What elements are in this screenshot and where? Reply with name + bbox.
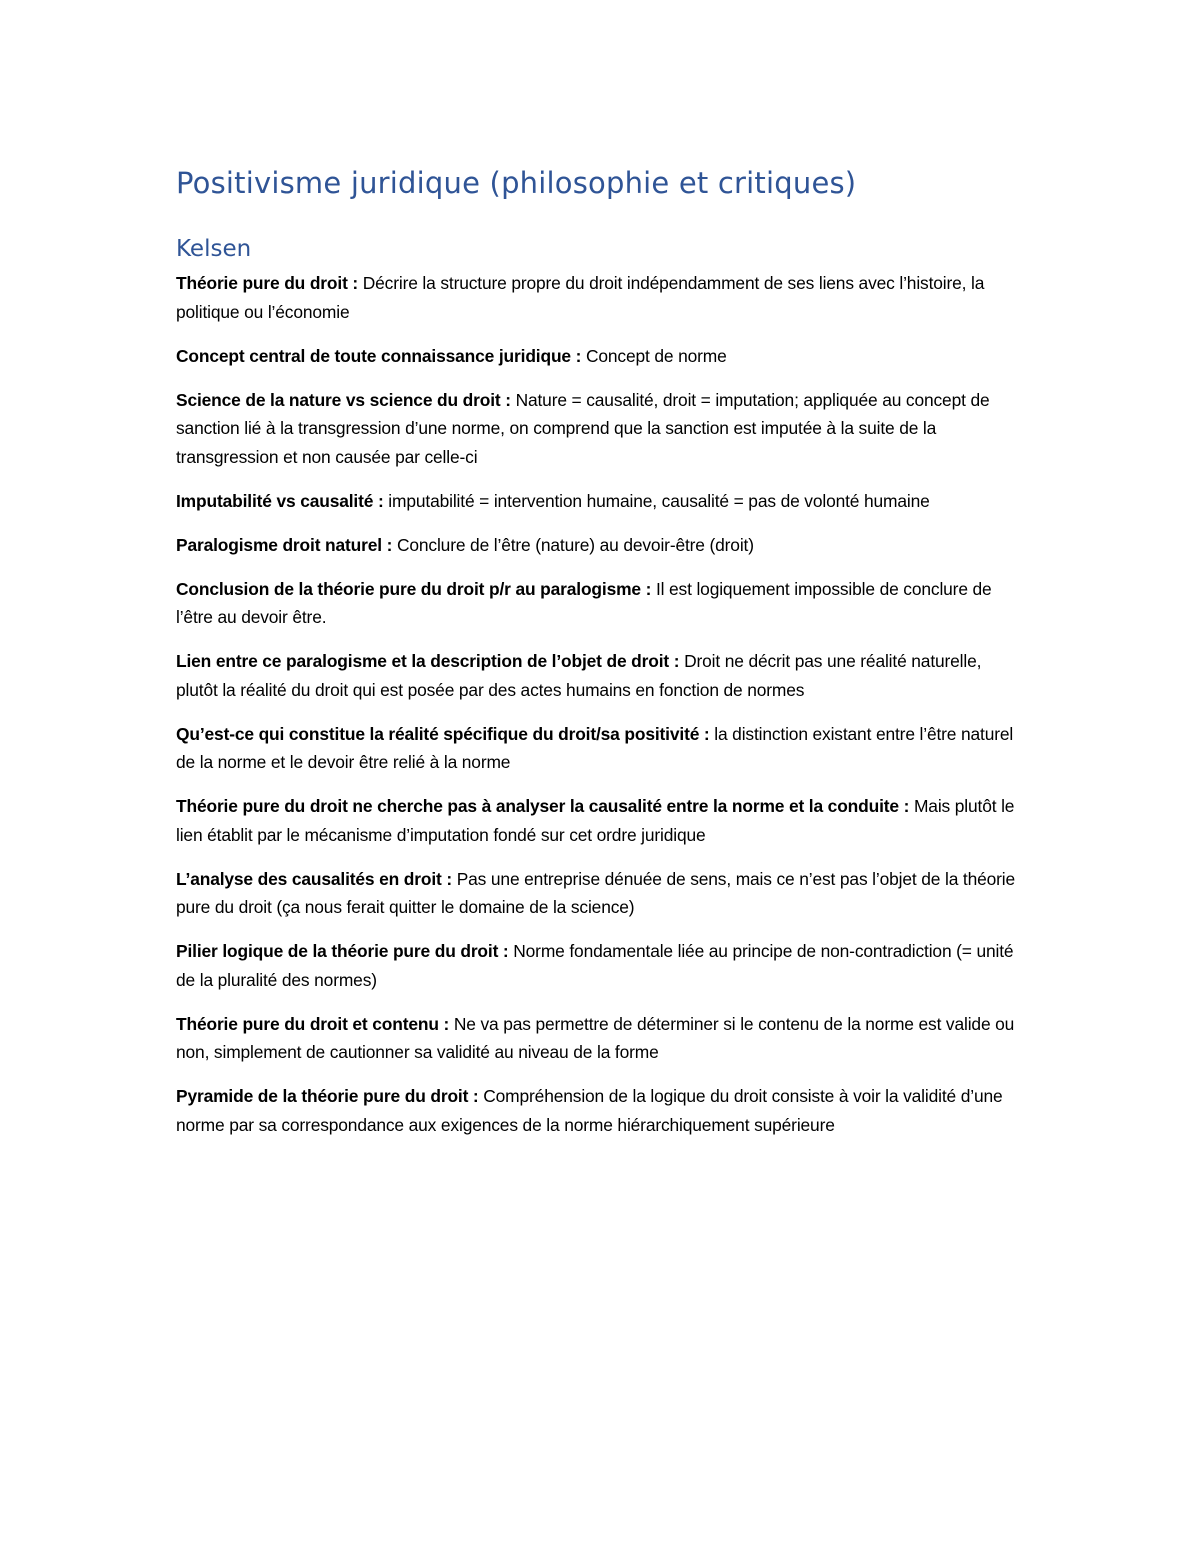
- entry-term: Théorie pure du droit ne cherche pas à analyser la causalité entre la norme et la conduite :: [176, 796, 910, 816]
- entry-term: Pyramide de la théorie pure du droit :: [176, 1086, 479, 1106]
- entry-term: L’analyse des causalités en droit :: [176, 868, 453, 889]
- definition-entry: [176, 487, 1026, 516]
- entry-text: Nature = causalité, droit = imputation; appliquée au concept de sanction lié à la transgression d’une norme, on comprend que la sanction est imputée à la suite de la transgression et non causée par celle-ci: [176, 389, 990, 467]
- entry-term: Théorie pure du droit :: [176, 273, 359, 293]
- entry-text: Il est logiquement impossible de conclure de l’être au devoir être.: [176, 578, 992, 627]
- definition-entry: [176, 386, 1026, 472]
- entry-text: Conclure de l’être (nature) au devoir-être (droit): [396, 534, 754, 555]
- definition-entry: [176, 937, 1026, 994]
- document-title: Positivisme juridique (philosophie et critiques): [176, 166, 857, 200]
- entry-text: Compréhension de la logique du droit consiste à voir la validité d’une norme par sa correspondance aux exigences de la norme hiérarchiquement supérieure: [176, 1086, 1003, 1135]
- definition-entry: [176, 269, 1026, 326]
- entry-term: Concept central de toute connaissance juridique :: [176, 345, 582, 366]
- entry-text: Concept de norme: [585, 345, 727, 366]
- entry-term: Imputabilité vs causalité :: [176, 490, 384, 511]
- entry-term: Théorie pure du droit et contenu :: [176, 1013, 450, 1034]
- definition-entry: [176, 1082, 1026, 1139]
- entry-term: Qu’est-ce qui constitue la réalité spécifique du droit/sa positivité :: [176, 723, 710, 744]
- definition-entry: [176, 531, 1026, 560]
- entry-term: Lien entre ce paralogisme et la description de l’objet de droit :: [176, 651, 680, 671]
- document-body: [176, 163, 1026, 1155]
- entry-text: Ne va pas permettre de déterminer si le contenu de la norme est valide ou non, simplement de cautionner sa validité au niveau de la forme: [176, 1013, 1015, 1062]
- entry-term: Science de la nature vs science du droit :: [176, 389, 511, 410]
- entry-text: Décrire la structure propre du droit indépendamment de ses liens avec l’histoire, la politique ou l’économie: [176, 273, 985, 322]
- definition-entry: [176, 792, 1026, 849]
- entry-term: Conclusion de la théorie pure du droit p/r au paralogisme :: [176, 578, 652, 599]
- entry-term: Pilier logique de la théorie pure du droit :: [176, 941, 509, 961]
- definition-entry: [176, 720, 1026, 777]
- entry-text: Norme fondamentale liée au principe de non-contradiction (= unité de la pluralité des normes): [176, 941, 1014, 990]
- entry-text: imputabilité = intervention humaine, causalité = pas de volonté humaine: [388, 490, 930, 511]
- definition-entry: [176, 865, 1026, 922]
- entry-text: la distinction existant entre l’être naturel de la norme et le devoir être relié à la norme: [176, 723, 1014, 772]
- entry-text: Droit ne décrit pas une réalité naturelle, plutôt la réalité du droit qui est posée par des actes humains en fonction de normes: [176, 651, 982, 700]
- definition-entry: [176, 1010, 1026, 1067]
- entry-text: Pas une entreprise dénuée de sens, mais ce n’est pas l’objet de la théorie pure du droit (ça nous ferait quitter le domaine de la science): [176, 868, 1016, 917]
- section-heading-kelsen: Kelsen: [176, 236, 252, 262]
- definition-entry: [176, 647, 1026, 704]
- entry-text: Mais plutôt le lien établit par le mécanisme d’imputation fondé sur cet ordre juridique: [176, 796, 1015, 845]
- definition-list: [176, 269, 1026, 1139]
- definition-entry: [176, 575, 1026, 632]
- entry-term: Paralogisme droit naturel :: [176, 534, 393, 555]
- definition-entry: [176, 342, 1026, 371]
